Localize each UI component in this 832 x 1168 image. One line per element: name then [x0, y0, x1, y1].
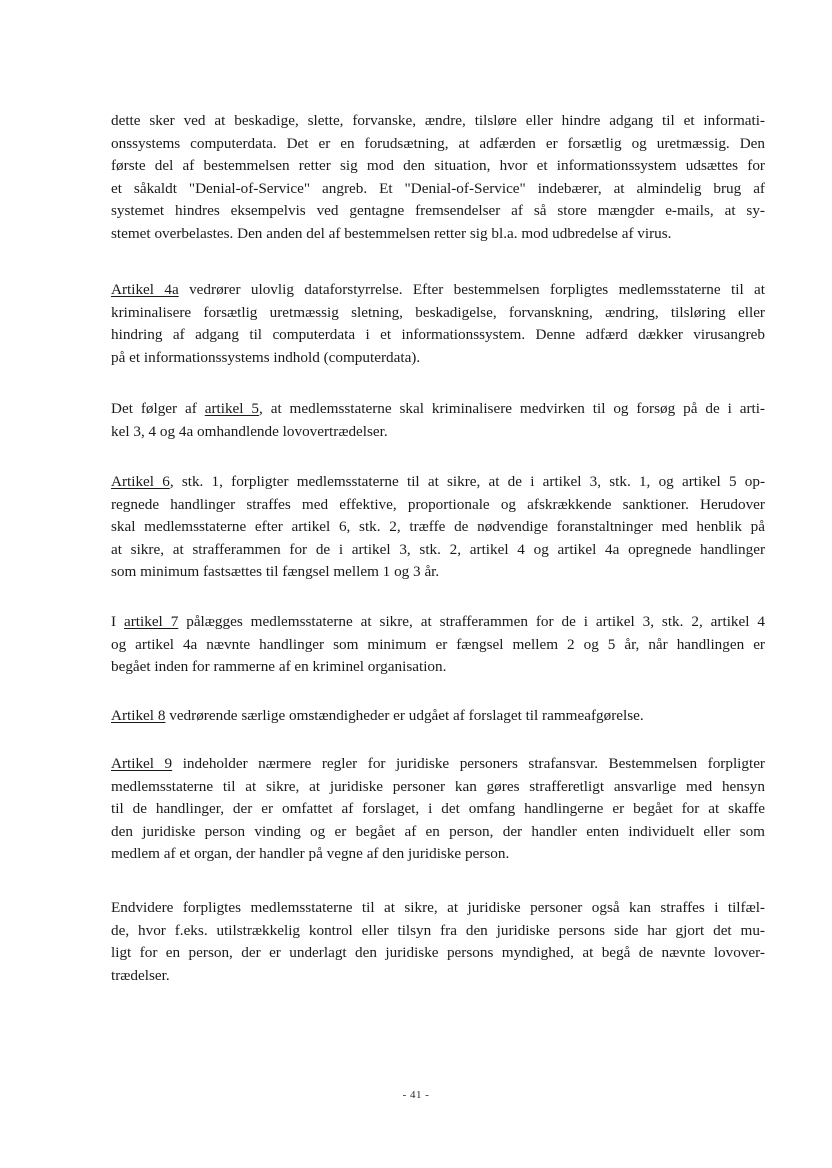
paragraph-line: regnede handlinger straffes med effektive, proportionale og afskrækkende sanktioner. Herudover: [111, 495, 765, 513]
article-reference-9: Artikel 9: [111, 755, 173, 772]
paragraph-line: til de handlinger, der er omfattet af forslaget, i det omfang handlingerne er begået for at skaffe: [111, 800, 765, 818]
paragraph-juridiske-personer: [111, 897, 765, 987]
paragraph-artikel-6: [111, 471, 765, 584]
article-reference-7: artikel 7: [123, 613, 179, 630]
paragraph-line: begået inden for rammerne af en kriminel organisation.: [111, 658, 447, 676]
article-reference-6: Artikel 6: [111, 473, 170, 490]
paragraph-line: som minimum fastsættes til fængsel mellem 1 og 3 år.: [111, 563, 440, 581]
paragraph-line: at sikre, at strafferammen for de i artikel 3, stk. 2, artikel 4 og artikel 4a opregnede handlinger: [111, 540, 765, 558]
paragraph-artikel-4a: [111, 279, 765, 369]
paragraph-line: [111, 705, 765, 728]
paragraph-line: trædelser.: [111, 966, 170, 984]
paragraph-artikel-5: [111, 398, 765, 443]
line-post: vedrørende særlige omstændigheder er udgået af forslaget til rammeafgørelse.: [165, 707, 644, 724]
line-post: vedrører ulovlig dataforstyrrelse. Efter bestemmelsen forpligtes medlemsstaterne til at: [178, 281, 765, 298]
line-pre: Det følger af: [111, 400, 205, 417]
paragraph-line: [111, 471, 765, 494]
paragraph-artikel-9: [111, 753, 765, 866]
line-post: pålægges medlemsstaterne at sikre, at strafferammen for de i artikel 3, stk. 2, artikel 4: [178, 613, 765, 630]
paragraph-line: og artikel 4a nævnte handlinger som minimum er fængsel mellem 2 og 5 år, når handlingen er: [111, 635, 765, 653]
paragraph-line: dette sker ved at beskadige, slette, forvanske, ændre, tilsløre eller hindre adgang til et informati-: [111, 112, 765, 129]
paragraph-denial-of-service: [111, 110, 765, 246]
article-reference-5: artikel 5: [204, 400, 259, 417]
paragraph-line: medlemsstaterne til at sikre, at juridiske personer kan gøres strafferetligt ansvarlige med hensyn: [111, 777, 765, 795]
paragraph-line: [111, 398, 765, 421]
paragraph-line: kriminalisere forsætlig uretmæssig sletning, beskadigelse, forvanskning, ændring, tilsløring eller: [111, 303, 765, 321]
line-pre: I: [111, 613, 124, 630]
paragraph-line: første del af bestemmelsen retter sig mod den situation, hvor et informationssystem udsættes for: [111, 157, 765, 175]
article-reference-4a: Artikel 4a: [111, 281, 179, 298]
paragraph-line: [111, 611, 765, 634]
paragraph-line: de, hvor f.eks. utilstrækkelig kontrol eller tilsyn fra den juridiske persons side har gjort det mu-: [111, 921, 765, 939]
paragraph-line: på et informationssystems indhold (computerdata).: [111, 348, 421, 366]
paragraph-artikel-8: [111, 705, 765, 728]
paragraph-line: [111, 279, 765, 302]
line-post: , at medlemsstaterne skal kriminalisere medvirken til og forsøg på de i arti-: [259, 400, 765, 417]
paragraph-line: Endvidere forpligtes medlemsstaterne til at sikre, at juridiske personer også kan straffes i tilfæl-: [111, 899, 765, 916]
paragraph-line: medlem af et organ, der handler på vegne af den juridiske person.: [111, 845, 510, 863]
paragraph-line: stemet overbelastes. Den anden del af bestemmelsen retter sig bl.a. mod udbredelse af virus.: [111, 224, 672, 242]
paragraph-line: systemet hindres eksempelvis ved gentagne fremsendelser af så store mængder e-mails, at sy-: [111, 202, 765, 220]
paragraph-artikel-7: [111, 611, 765, 679]
paragraph-line: onssystems computerdata. Det er en forudsætning, at adfærden er forsætlig og uretmæssig. Den: [111, 134, 765, 152]
paragraph-line: den juridiske person vinding og er begået af en person, der handler enten individuelt eller som: [111, 822, 765, 840]
article-reference-8: Artikel 8: [111, 707, 166, 724]
paragraph-line: ligt for en person, der er underlagt den juridiske persons myndighed, at begå de nævnte lovover-: [111, 944, 765, 962]
paragraph-line: et såkaldt "Denial-of-Service" angreb. Et "Denial-of-Service" indebærer, at almindelig brug af: [111, 179, 765, 197]
paragraph-line: kel 3, 4 og 4a omhandlende lovovertrædelser.: [111, 422, 388, 440]
paragraph-line: skal medlemsstaterne efter artikel 6, stk. 2, træffe de nødvendige foranstaltninger med henblik på: [111, 518, 765, 536]
line-post: indeholder nærmere regler for juridiske personers strafansvar. Bestemmelsen forpligter: [172, 755, 765, 772]
line-post: , stk. 1, forpligter medlemsstaterne til at sikre, at de i artikel 3, stk. 1, og artikel 5 op-: [169, 473, 765, 490]
page-number: - 41 -: [402, 1089, 430, 1101]
paragraph-line: hindring af adgang til computerdata i et informationssystem. Denne adfærd dækker virusangreb: [111, 326, 765, 344]
paragraph-line: [111, 753, 765, 776]
